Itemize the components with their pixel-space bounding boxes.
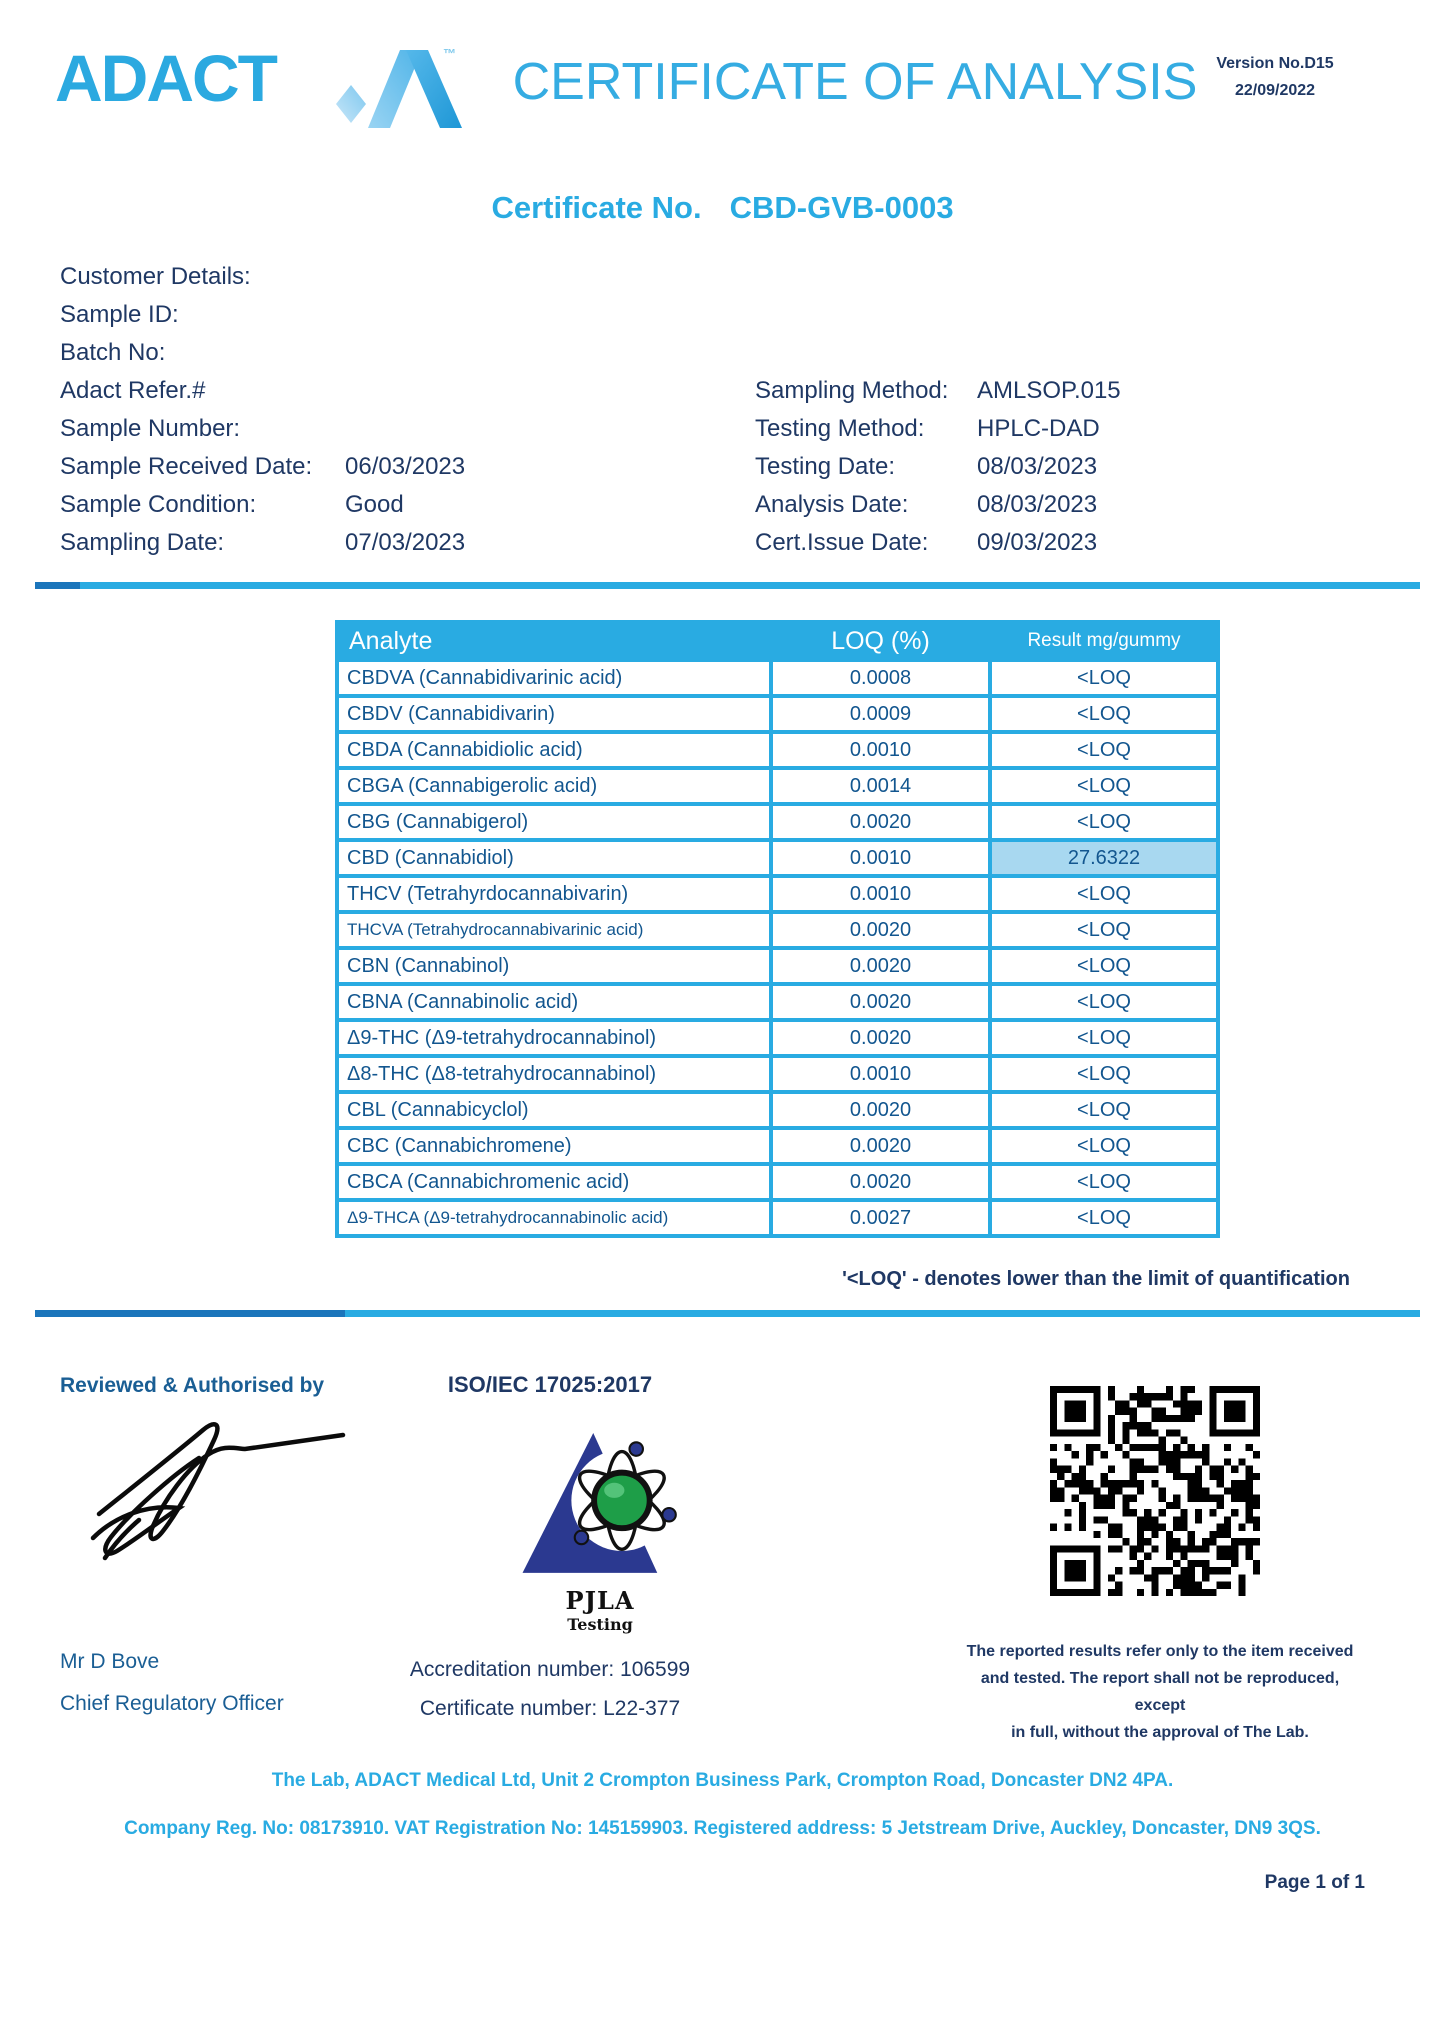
table-row [339,770,1216,802]
loq-footnote: '<LOQ' - denotes lower than the limit of quantification [842,1268,1350,1290]
table-row [339,1058,1216,1090]
table-header-row [339,624,1216,658]
analyte-cell: CBDA (Cannabidiolic acid) [339,734,769,766]
signature-image [85,1418,355,1568]
sample-details-right [755,372,1121,562]
reviewed-by-label: Reviewed & Authorised by [60,1374,325,1397]
table-row [339,986,1216,1018]
detail-row [755,372,1121,410]
divider-bottom [35,1310,1420,1317]
detail-row [755,448,1121,486]
certificate-number-value: CBD-GVB-0003 [729,190,954,225]
detail-row [60,334,465,372]
version-date: 22/09/2022 [1234,82,1316,99]
analyte-cell: CBDV (Cannabidivarin) [339,698,769,730]
loq-cell: 0.0020 [773,986,988,1018]
result-cell: <LOQ [992,1094,1216,1126]
detail-row [60,296,465,334]
page-title: CERTIFICATE OF ANALYSIS [512,53,1198,111]
loq-cell: 0.0020 [773,914,988,946]
detail-row [60,258,465,296]
certificate-number-label: Certificate No. [491,190,702,225]
pjla-logo-subtitle: Testing [567,1615,633,1634]
table-row [339,1130,1216,1162]
result-cell: <LOQ [992,914,1216,946]
analyte-cell: Δ8-THC (Δ8-tetrahydrocannabinol) [339,1058,769,1090]
disclaimer-line: The reported results refer only to the item received [966,1643,1354,1660]
result-cell: <LOQ [992,1166,1216,1198]
detail-value: AMLSOP.015 [977,377,1121,404]
result-cell: 27.6322 [992,842,1216,874]
detail-label: Sampling Date: [60,529,225,556]
detail-row [755,524,1121,562]
version-block [1175,50,1375,104]
detail-row [60,524,465,562]
detail-label: Sample Received Date: [60,453,313,480]
analyte-cell: CBCA (Cannabichromenic acid) [339,1166,769,1198]
loq-cell: 0.0020 [773,1094,988,1126]
pjla-certificate-number: Certificate number: L22-377 [419,1697,681,1720]
qr-code [1050,1386,1260,1596]
detail-value: 08/03/2023 [977,491,1098,518]
detail-row [60,410,465,448]
loq-cell: 0.0010 [773,734,988,766]
pjla-logo-icon [514,1428,686,1588]
detail-label: Testing Date: [755,453,896,480]
detail-value: 06/03/2023 [345,453,466,480]
lab-address-line: The Lab, ADACT Medical Ltd, Unit 2 Crompton Business Park, Crompton Road, Doncaster DN2 4PA. [271,1770,1174,1791]
column-header-result: Result mg/gummy [1027,630,1181,651]
divider-top [35,582,1420,589]
detail-label: Testing Method: [755,415,925,442]
detail-label: Customer Details: [60,263,251,290]
detail-row [60,372,465,410]
detail-row [60,448,465,486]
result-cell: <LOQ [992,1058,1216,1090]
loq-cell: 0.0010 [773,842,988,874]
analyte-cell: CBNA (Cannabinolic acid) [339,986,769,1018]
loq-cell: 0.0014 [773,770,988,802]
sample-details-left [60,258,465,562]
detail-value: 08/03/2023 [977,453,1098,480]
table-row [339,1202,1216,1234]
detail-row [60,486,465,524]
detail-label: Adact Refer.# [60,377,206,404]
table-row [339,806,1216,838]
result-cell: <LOQ [992,806,1216,838]
detail-value: Good [345,491,404,518]
loq-cell: 0.0020 [773,950,988,982]
detail-label: Batch No: [60,339,166,366]
analyte-cell: CBN (Cannabinol) [339,950,769,982]
analyte-cell: THCV (Tetrahyrdocannabivarin) [339,878,769,910]
result-cell: <LOQ [992,1022,1216,1054]
table-row [339,1022,1216,1054]
table-body [339,662,1216,1234]
table-row [339,698,1216,730]
result-cell: <LOQ [992,698,1216,730]
detail-row [755,486,1121,524]
result-cell: <LOQ [992,986,1216,1018]
loq-cell: 0.0020 [773,1022,988,1054]
analyte-cell: CBC (Cannabichromene) [339,1130,769,1162]
detail-label: Sample ID: [60,301,179,328]
column-header-loq: LOQ (%) [831,626,930,655]
table-row [339,878,1216,910]
table-row [339,662,1216,694]
iso-standard-label: ISO/IEC 17025:2017 [447,1372,653,1397]
detail-label: Analysis Date: [755,491,909,518]
company-registration-line: Company Reg. No: 08173910. VAT Registration No: 145159903. Registered address: 5 Jetstream Drive, Auckley, Doncaster, DN9 3QS. [124,1818,1321,1839]
table-row [339,914,1216,946]
loq-cell: 0.0010 [773,878,988,910]
loq-cell: 0.0020 [773,806,988,838]
analyte-cell: Δ9-THC (Δ9-tetrahydrocannabinol) [339,1022,769,1054]
version-number: Version No.D15 [1216,55,1334,72]
adact-logo-text: ADACT [55,41,276,115]
analyte-cell: CBG (Cannabigerol) [339,806,769,838]
results-disclaimer [960,1638,1360,1746]
trademark-symbol: ™ [443,46,456,61]
table-row [339,950,1216,982]
pjla-accreditation-block [505,1428,695,1636]
loq-cell: 0.0010 [773,1058,988,1090]
result-cell: <LOQ [992,1202,1216,1234]
loq-cell: 0.0020 [773,1166,988,1198]
detail-value: 07/03/2023 [345,529,466,556]
disclaimer-line: and tested. The report shall not be reproduced, except [980,1670,1340,1714]
detail-row [755,410,1121,448]
signatory-title: Chief Regulatory Officer [60,1692,284,1715]
detail-value: HPLC-DAD [977,415,1100,442]
analyte-cell: CBL (Cannabicyclol) [339,1094,769,1126]
column-header-analyte: Analyte [349,626,433,655]
loq-cell: 0.0008 [773,662,988,694]
detail-label: Sample Condition: [60,491,257,518]
result-cell: <LOQ [992,662,1216,694]
analyte-cell: Δ9-THCA (Δ9-tetrahydrocannabinolic acid) [339,1202,769,1234]
analyte-cell: CBD (Cannabidiol) [339,842,769,874]
disclaimer-line: in full, without the approval of The Lab. [1011,1724,1309,1741]
result-cell: <LOQ [992,1130,1216,1162]
results-table [335,620,1220,1238]
table-row [339,734,1216,766]
table-row [339,1094,1216,1126]
analyte-cell: THCVA (Tetrahydrocannabivarinic acid) [339,914,769,946]
detail-value: 09/03/2023 [977,529,1098,556]
loq-cell: 0.0009 [773,698,988,730]
certificate-number-line [0,190,1445,226]
analyte-cell: CBDVA (Cannabidivarinic acid) [339,662,769,694]
result-cell: <LOQ [992,878,1216,910]
result-cell: <LOQ [992,770,1216,802]
loq-cell: 0.0027 [773,1202,988,1234]
header [55,38,1415,128]
analyte-cell: CBGA (Cannabigerolic acid) [339,770,769,802]
table-row [339,1166,1216,1198]
page-number: Page 1 of 1 [1264,1872,1365,1893]
accreditation-number: Accreditation number: 106599 [409,1658,691,1681]
result-cell: <LOQ [992,734,1216,766]
loq-cell: 0.0020 [773,1130,988,1162]
signatory-name: Mr D Bove [60,1650,160,1673]
results-table-container [335,620,1220,1238]
pjla-logo-name: PJLA [565,1586,635,1615]
result-cell: <LOQ [992,950,1216,982]
detail-label: Sampling Method: [755,377,949,404]
detail-label: Sample Number: [60,415,241,442]
table-row [339,842,1216,874]
detail-label: Cert.Issue Date: [755,529,929,556]
